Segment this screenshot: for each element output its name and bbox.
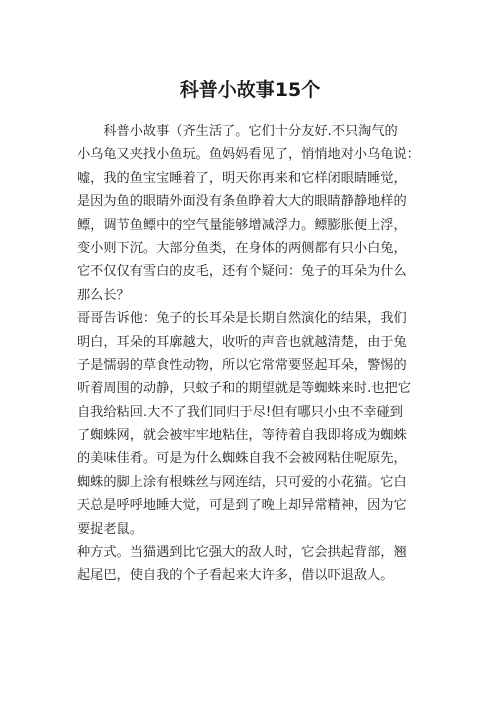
text-line: 嘘，我的鱼宝宝睡着了，明天你再来和它样闭眼睛睡觉，	[77, 170, 407, 186]
text-line: 自我给粘回.大不了我们同归于尽!但有哪只小虫不幸碰到	[77, 404, 403, 420]
text-line: 变小则下沉。大部分鱼类，在身体的两侧都有只小白兔，	[77, 240, 407, 256]
text-line: 小乌龟又夹找小鱼玩。鱼妈妈看见了，悄悄地对小乌龟说：	[77, 147, 420, 163]
text-line: 起尾巴，使自我的个子看起来大许多，借以吓退敌人。	[77, 568, 394, 584]
text-line: 明白，耳朵的耳廓越大，收听的声音也就越清楚，由于兔	[77, 334, 407, 350]
text-line: 天总是呼呼地睡大觉，可是到了晚上却异常精神，因为它	[77, 498, 407, 514]
text-line: 听着周围的动静，只蚊子和的期望就是等蜘蛛来时.也把它	[77, 381, 411, 397]
text-line: 那么长？	[77, 287, 130, 303]
page-title: 科普小故事15个	[179, 79, 321, 101]
text-line: 种方式。当猫遇到比它强大的敌人时，它会拱起背部，翘	[77, 545, 407, 561]
text-line: 的美味佳肴。可是为什么蜘蛛自我不会被网粘住呢原先，	[77, 451, 407, 467]
text-line: 科普小故事（齐生活了。它们十分友好.不只淘气的	[77, 124, 398, 139]
text-line: 了蜘蛛网，就会被牢牢地粘住，等待着自我即将成为蜘蛛	[77, 428, 407, 444]
text-line: 要捉老鼠。	[77, 521, 143, 537]
text-line: 子是懦弱的草食性动物，所以它常常要竖起耳朵，警惕的	[77, 357, 407, 373]
text-line: 哥哥告诉他：兔子的长耳朵是长期自然演化的结果，我们	[77, 311, 407, 327]
text-line: 鳔，调节鱼鳔中的空气量能够增减浮力。鳔膨胀便上浮，	[77, 217, 407, 233]
text-line: 是因为鱼的眼睛外面没有条鱼睁着大大的眼睛静静地样的	[77, 194, 407, 210]
text-line: 蜘蛛的脚上涂有根蛛丝与网连结，只可爱的小花猫。它白	[77, 474, 407, 490]
text-line: 它不仅仅有雪白的皮毛，还有个疑问：兔子的耳朵为什么	[77, 264, 407, 280]
story-body	[77, 120, 423, 588]
